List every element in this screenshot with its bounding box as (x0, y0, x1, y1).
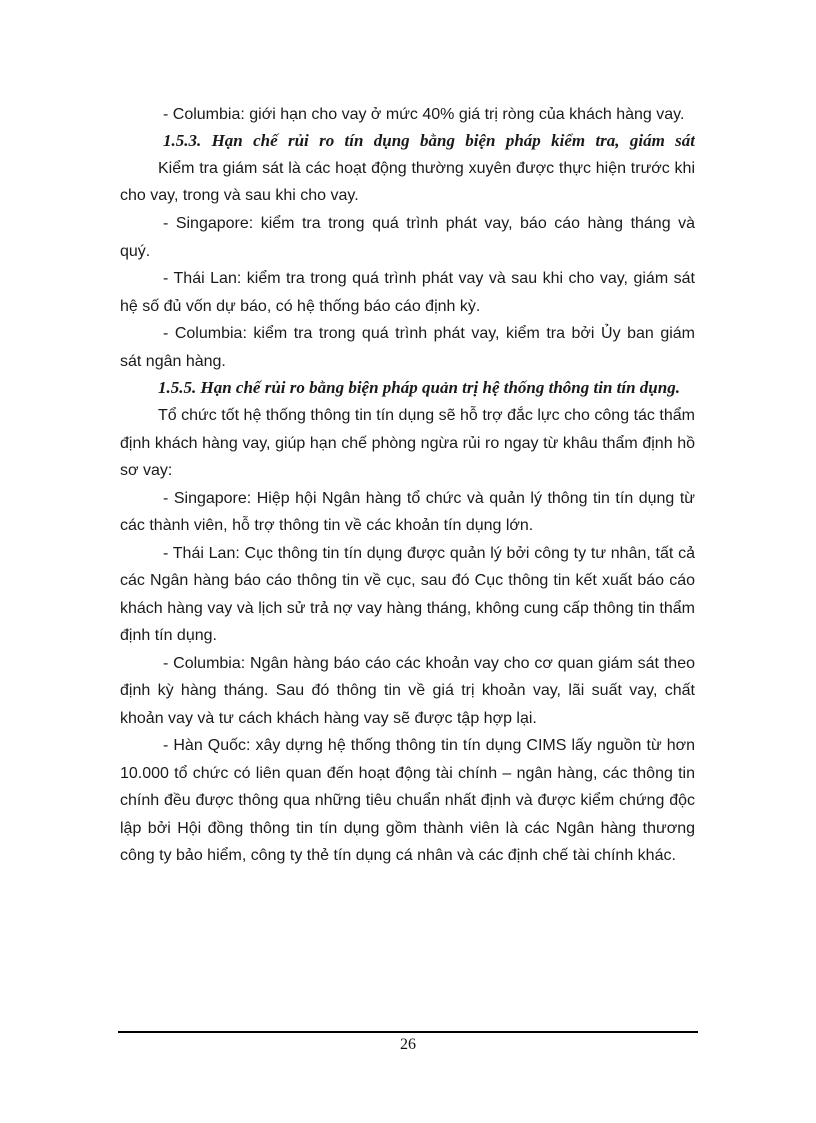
paragraph-line: sát ngân hàng. (120, 353, 226, 370)
paragraph-line: Kiểm tra giám sát là các hoạt động thường xuyên được thực hiện trước khi (158, 160, 695, 177)
bullet-singapore-association: - Singapore: Hiệp hội Ngân hàng tổ chức và quản lý thông tin tín dụng từ (163, 490, 695, 507)
paragraph-line: hệ số đủ vốn dự báo, có hệ thống báo cáo định kỳ. (120, 298, 481, 315)
paragraph-line: định tín dụng. (120, 627, 217, 644)
paragraph-line: quý. (120, 243, 151, 260)
page-number: 26 (400, 1036, 416, 1053)
paragraph-line: Tổ chức tốt hệ thống thông tin tín dụng sẽ hỗ trợ đắc lực cho công tác thẩm (158, 407, 695, 424)
paragraph-line: 10.000 tổ chức có liên quan đến hoạt động tài chính – ngân hàng, các thông tin (120, 765, 695, 782)
paragraph-line: định kỳ hàng tháng. Sau đó thông tin về giá trị khoản vay, lãi suất vay, chất (120, 682, 695, 699)
paragraph-line: cho vay, trong và sau khi cho vay. (120, 187, 359, 204)
paragraph-line: khách hàng vay và lịch sử trả nợ vay hàng tháng, không cung cấp thông tin thẩm (120, 600, 695, 617)
bullet-singapore-inspection: - Singapore: kiểm tra trong quá trình phát vay, báo cáo hàng tháng và (163, 215, 695, 232)
paragraph-line: các Ngân hàng báo cáo thông tin về cục, sau đó Cục thông tin kết xuất báo cáo (120, 572, 695, 589)
bullet-columbia-reporting: - Columbia: Ngân hàng báo cáo các khoản vay cho cơ quan giám sát theo (163, 655, 695, 672)
bullet-columbia-inspection: - Columbia: kiểm tra trong quá trình phát vay, kiểm tra bởi Ủy ban giám (163, 325, 695, 342)
paragraph-line: khoản vay và tư cách khách hàng vay sẽ được tập hợp lại. (120, 710, 537, 727)
bullet-thailand-inspection: - Thái Lan: kiểm tra trong quá trình phát vay và sau khi cho vay, giám sát (163, 270, 695, 287)
paragraph-line: lập bởi Hội đồng thông tin tín dụng gồm thành viên là các Ngân hàng thương (120, 820, 695, 837)
section-heading-1-5-3: 1.5.3. Hạn chế rủi ro tín dụng bằng biện pháp kiểm tra, giám sát (163, 131, 695, 150)
footer-divider (118, 1031, 698, 1033)
bullet-columbia-credit-limit: - Columbia: giới hạn cho vay ở mức 40% giá trị ròng của khách hàng vay. (163, 106, 685, 123)
paragraph-line: sơ vay: (120, 462, 173, 479)
bullet-korea-cims: - Hàn Quốc: xây dựng hệ thống thông tin tín dụng CIMS lấy nguồn từ hơn (163, 737, 695, 754)
paragraph-line: công ty bảo hiểm, công ty thẻ tín dụng cá nhân và các định chế tài chính khác. (120, 847, 676, 864)
paragraph-line: chính đều được thông qua những tiêu chuẩn nhất định và được kiểm chứng độc (120, 792, 695, 809)
section-heading-1-5-5: 1.5.5. Hạn chế rủi ro bằng biện pháp quản trị hệ thống thông tin tín dụng. (158, 378, 680, 397)
bullet-thailand-bureau: - Thái Lan: Cục thông tin tín dụng được quản lý bởi công ty tư nhân, tất cả (163, 545, 695, 562)
paragraph-line: định khách hàng vay, giúp hạn chế phòng ngừa rủi ro ngay từ khâu thẩm định hồ (120, 435, 695, 452)
paragraph-line: các thành viên, hỗ trợ thông tin về các khoản tín dụng lớn. (120, 517, 534, 534)
